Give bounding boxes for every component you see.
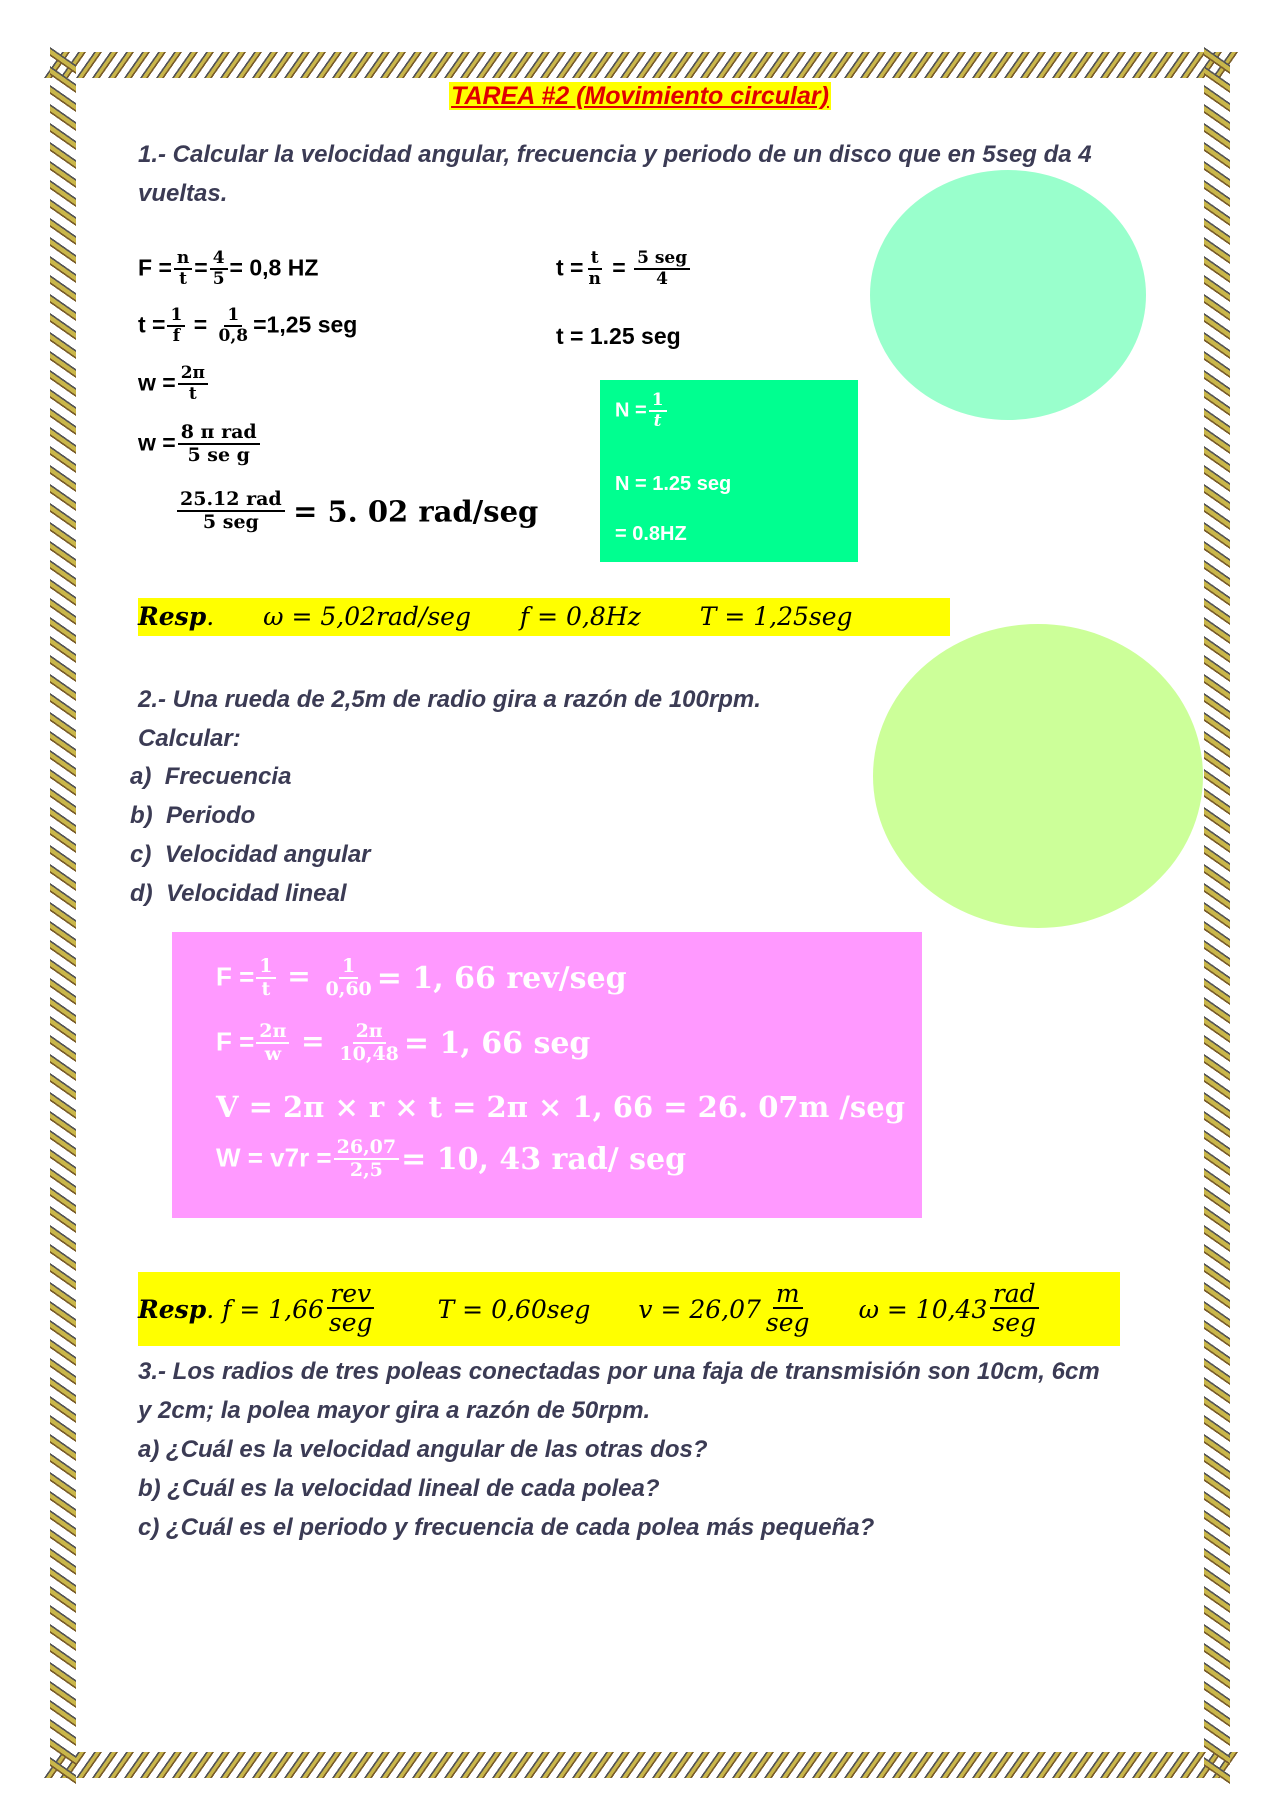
angular-velocity-formula: w = $\frac{2\pi}{t}$ — [138, 365, 210, 404]
pencil-border-top — [41, 52, 1239, 78]
pink-solution-box — [172, 932, 922, 1218]
list-item: c) Velocidad angular — [130, 841, 371, 868]
frequency-equation: F = $\frac{n}{t}$ = $\frac{4}{5}$ = 0,8 HZ — [138, 248, 319, 289]
list-item: a) ¿Cuál es la velocidad angular de las otras dos? — [138, 1436, 708, 1463]
answer-2-highlight: Resp . f = 1,66 $\frac{\text{rev}}{\text{seg}}$ T = 0,60seg v = 26,07 $\frac{m}{\text{seg}}$ ω = 10,43 $\frac{\text{rad}}{\text{seg}}$ — [138, 1272, 1120, 1346]
period-equation-right: t = $\frac{t}{n}$ = $\frac{\text{5 seg}}{4}$ — [556, 250, 692, 289]
list-item: b) ¿Cuál es la velocidad lineal de cada polea? — [138, 1475, 660, 1502]
decorative-circle-mint — [870, 170, 1146, 420]
green-box-line-1: N = $\frac{1}{t}$ — [615, 392, 669, 431]
angular-velocity-result: $\frac{\text{25.12 rad}}{\text{5 seg}}$ = 5. 02 rad/seg — [175, 490, 538, 533]
question-1: 1.- Calcular la velocidad angular, frecuencia y periodo de un disco que en 5seg da 4 vueltas. — [138, 141, 1092, 207]
green-note-box — [600, 380, 858, 562]
pencil-border-left — [50, 43, 76, 1787]
list-item: d) Velocidad lineal — [130, 880, 347, 907]
pink-line-1: F = $\frac{1}{t}$ = $\frac{1}{0,60}$ = 1, 66 rev/seg — [216, 955, 627, 1000]
pink-line-2: F = $\frac{2\pi}{w}$ = $\frac{2\pi}{10,48}$ = 1, 66 seg — [216, 1020, 591, 1065]
pink-line-3: V = 2π × r × t = 2π × 1, 66 = 26. 07m /seg — [216, 1090, 905, 1124]
list-item: c) ¿Cuál es el periodo y frecuencia de cada polea más pequeña? — [138, 1514, 875, 1541]
period-equation: t = $\frac{1}{f}$ = $\frac{1}{0,8}$ =1,25 seg — [138, 305, 358, 346]
pencil-border-right — [1204, 43, 1230, 1787]
period-result: t = 1.25 seg — [556, 323, 681, 349]
green-box-line-3: = 0.8HZ — [615, 523, 687, 545]
list-item: b) Periodo — [130, 802, 256, 829]
question-2-list — [130, 757, 371, 913]
answer-1-highlight: Resp. ω = 5,02rad/seg f = 0,8Hz T = 1,25seg — [138, 598, 950, 636]
page-title: TAREA #2 (Movimiento circular) — [451, 82, 829, 110]
angular-velocity-substitution: w = $\frac{\text{8 π rad}}{\text{5 se g}}$ — [138, 423, 262, 466]
question-3: 3.- Los radios de tres poleas conectadas por una faja de transmisión son 10cm, 6cm y 2cm; la polea mayor gira a razón de 50rpm. a) ¿Cuál es la velocidad angular de las otras dos? b) ¿Cuál es la velocidad lineal de cada polea? c) ¿Cuál es el periodo y frecuencia de cada polea más pequeña? — [138, 1352, 1188, 1547]
decorative-circle-lime — [873, 624, 1203, 928]
pencil-border-bottom — [41, 1752, 1239, 1778]
pink-line-4: W = v7r = $\frac{26,07}{2,5}$ = 10, 43 rad/ seg — [216, 1136, 687, 1181]
question-2: 2.- Una rueda de 2,5m de radio gira a razón de 100rpm. Calcular: — [138, 686, 761, 752]
green-box-line-2: N = 1.25 seg — [615, 473, 732, 495]
list-item: a) Frecuencia — [130, 763, 292, 790]
